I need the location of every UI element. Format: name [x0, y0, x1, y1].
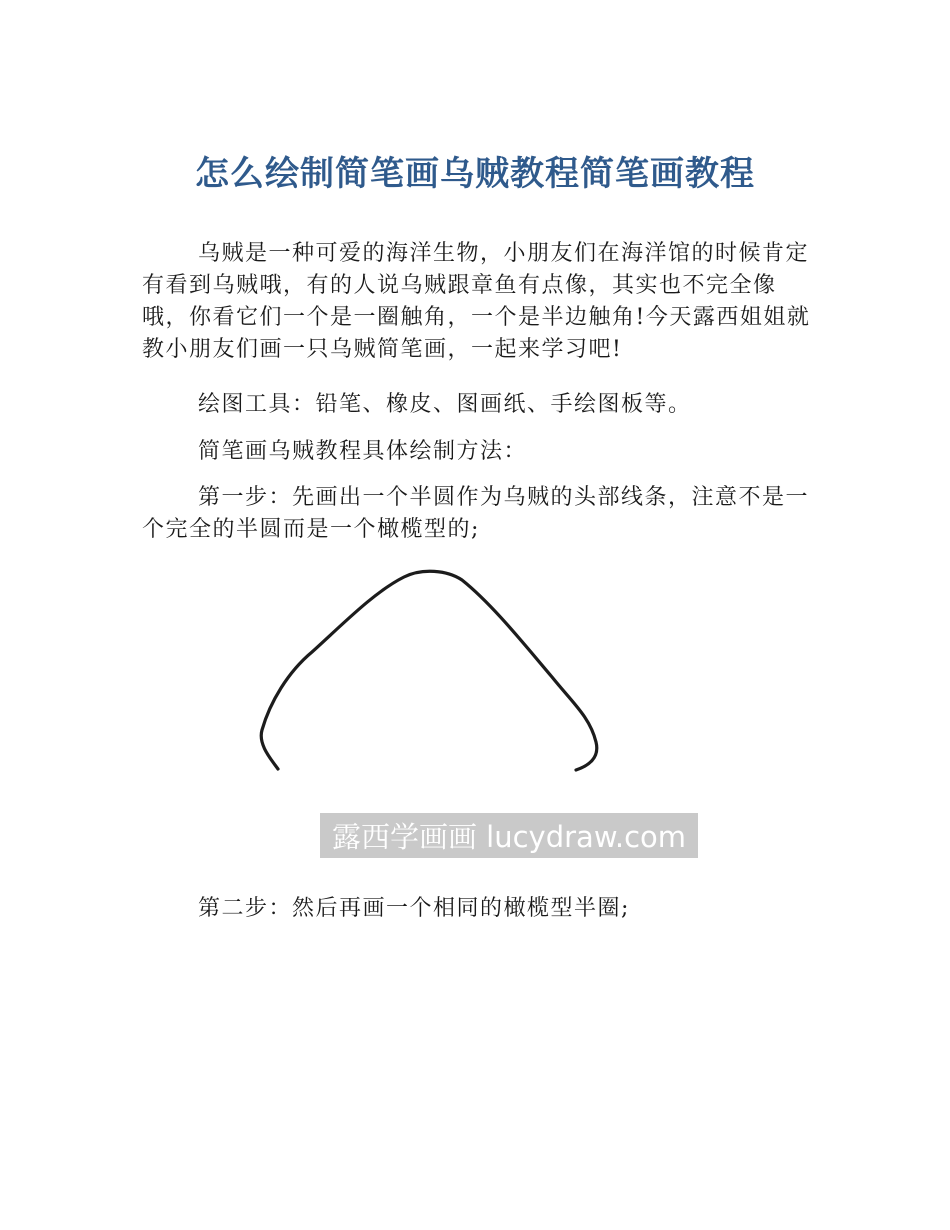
- watermark-label: 露西学画画 lucydraw.com: [320, 813, 698, 858]
- tools-paragraph: 绘图工具：铅笔、橡皮、图画纸、手绘图板等。: [198, 392, 692, 417]
- head-arc-stroke: [261, 571, 597, 770]
- page-title: 怎么绘制简笔画乌贼教程简笔画教程: [195, 154, 755, 194]
- method-heading-paragraph: 简笔画乌贼教程具体绘制方法：: [198, 439, 528, 464]
- step2-paragraph: 第二步：然后再画一个相同的橄榄型半圈;: [198, 896, 630, 921]
- step1-illustration: [152, 562, 712, 874]
- step1-paragraph: 第一步：先画出一个半圆作为乌贼的头部线条，注意不是一个完全的半圆而是一个橄榄型的;: [142, 485, 810, 542]
- intro-paragraph: 乌贼是一种可爱的海洋生物，小朋友们在海洋馆的时候肯定有看到乌贼哦，有的人说乌贼跟章鱼有点像，其实也不完全像哦，你看它们一个是一圈触角，一个是半边触角!今天露西姐姐就教小朋友们画一只乌贼简笔画，一起来学习吧!: [142, 241, 811, 362]
